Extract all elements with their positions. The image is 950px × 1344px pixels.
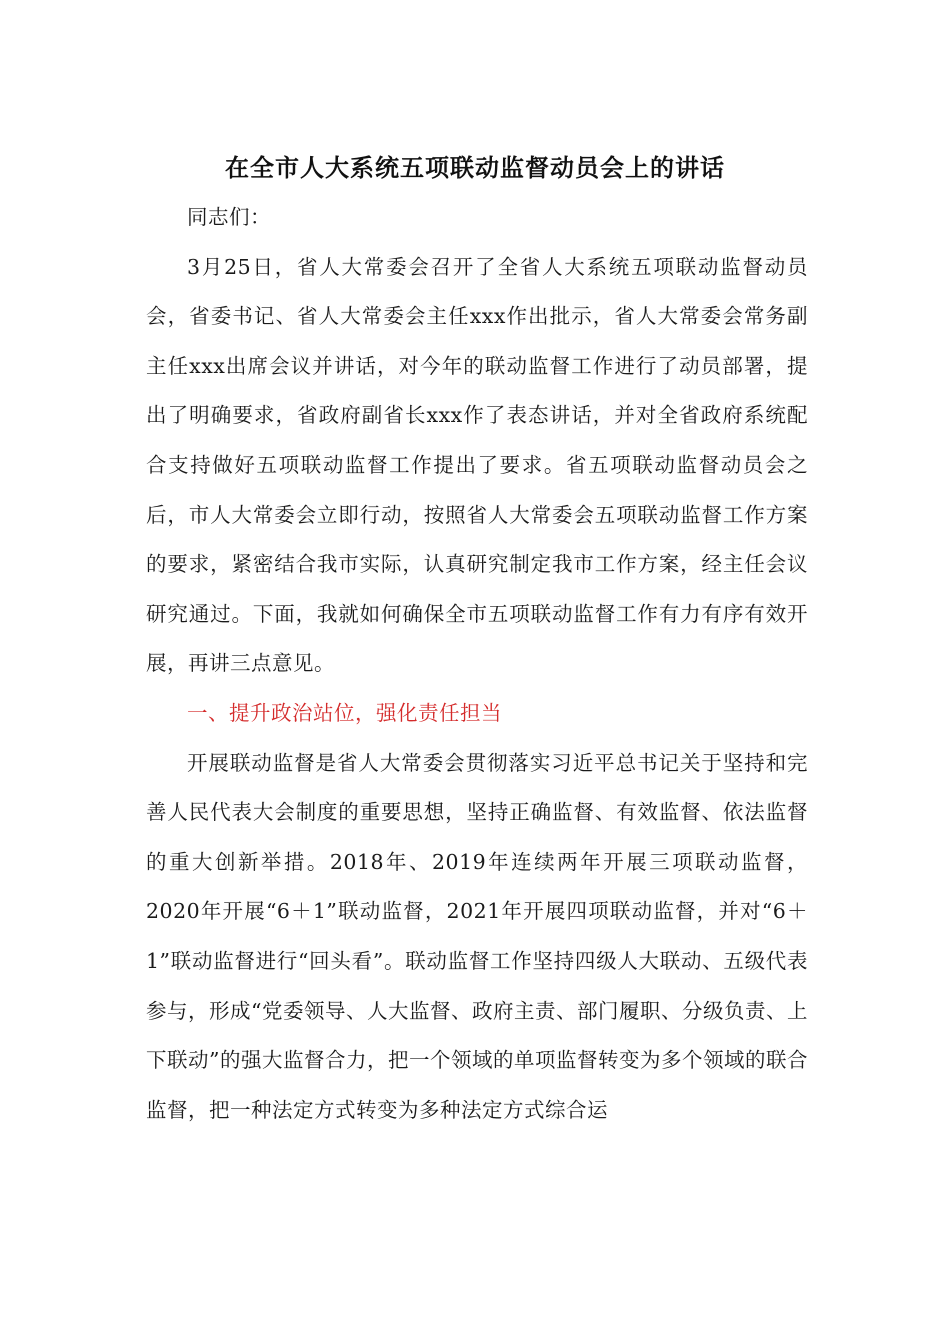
document-title: 在全市人大系统五项联动监督动员会上的讲话 [225, 153, 725, 182]
salutation: 同志们： [187, 205, 271, 229]
document-body [146, 193, 808, 1135]
paragraph-2: 开展联动监督是省人大常委会贯彻落实习近平总书记关于坚持和完善人民代表大会制度的重要思想，坚持正确监督、有效监督、依法监督的重大创新举措。2018年、2019年连续两年开展三项联动监督，2020年开展“6＋1”联动监督，2021年开展四项联动监督，并对“6＋1”联动监督进行“回头看”。联动监督工作坚持四级人大联动、五级代表参与，形成“党委领导、人大监督、政府主责、部门履职、分级负责、上下联动”的强大监督合力，把一个领域的单项监督转变为多个领域的联合监督，把一种法定方式转变为多种法定方式综合运 [146, 750, 808, 1122]
section-heading-1: 一、提升政治站位，强化责任担当 [187, 700, 502, 725]
paragraph-1: 3月25日，省人大常委会召开了全省人大系统五项联动监督动员会，省委书记、省人大常委会主任xxx作出批示，省人大常委会常务副主任xxx出席会议并讲话，对今年的联动监督工作进行了动员部署，提出了明确要求，省政府副省长xxx作了表态讲话，并对全省政府系统配合支持做好五项联动监督工作提出了要求。省五项联动监督动员会之后，市人大常委会立即行动，按照省人大常委会五项联动监督工作方案的要求，紧密结合我市实际，认真研究制定我市工作方案，经主任会议研究通过。下面，我就如何确保全市五项联动监督工作有力有序有效开展，再讲三点意见。 [146, 254, 808, 676]
